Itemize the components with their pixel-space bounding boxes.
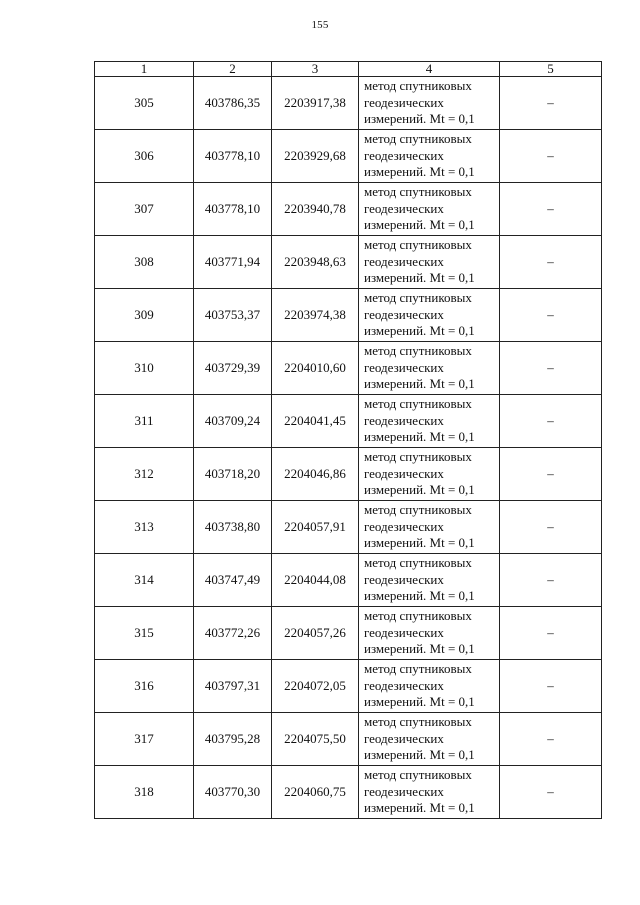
method-cell <box>359 77 500 130</box>
note-cell: – <box>500 501 602 554</box>
coord-x: 403778,10 <box>194 130 272 183</box>
coord-x: 403738,80 <box>194 501 272 554</box>
note-cell: – <box>500 77 602 130</box>
table-row <box>95 130 602 183</box>
method-cell <box>359 660 500 713</box>
coord-y: 2203948,63 <box>272 236 359 289</box>
table-row <box>95 77 602 130</box>
table-header <box>95 62 602 77</box>
method-line-3: измерений. Mt = 0,1 <box>364 217 475 233</box>
method-line-2: геодезических <box>364 518 444 534</box>
method-cell <box>359 554 500 607</box>
method-line-3: измерений. Mt = 0,1 <box>364 800 475 816</box>
coordinates-table <box>94 61 602 819</box>
method-line-1: метод спутниковых <box>364 184 472 200</box>
table-row <box>95 607 602 660</box>
table-row <box>95 395 602 448</box>
point-number: 309 <box>95 289 194 342</box>
coord-x: 403786,35 <box>194 77 272 130</box>
method-line-3: измерений. Mt = 0,1 <box>364 270 475 286</box>
method-cell <box>359 236 500 289</box>
point-number: 307 <box>95 183 194 236</box>
header-col-3: 3 <box>272 62 359 77</box>
method-line-3: измерений. Mt = 0,1 <box>364 694 475 710</box>
method-line-2: геодезических <box>364 465 444 481</box>
method-cell <box>359 501 500 554</box>
method-cell <box>359 130 500 183</box>
point-number: 308 <box>95 236 194 289</box>
point-number: 310 <box>95 342 194 395</box>
note-cell: – <box>500 554 602 607</box>
coord-y: 2204046,86 <box>272 448 359 501</box>
table-row <box>95 501 602 554</box>
method-line-2: геодезических <box>364 306 444 322</box>
coord-y: 2203974,38 <box>272 289 359 342</box>
method-line-3: измерений. Mt = 0,1 <box>364 641 475 657</box>
method-line-1: метод спутниковых <box>364 343 472 359</box>
coord-x: 403770,30 <box>194 766 272 819</box>
note-cell: – <box>500 183 602 236</box>
coord-x: 403718,20 <box>194 448 272 501</box>
coord-y: 2204057,91 <box>272 501 359 554</box>
note-cell: – <box>500 713 602 766</box>
note-cell: – <box>500 766 602 819</box>
table-row <box>95 342 602 395</box>
method-line-1: метод спутниковых <box>364 555 472 571</box>
method-line-1: метод спутниковых <box>364 78 472 94</box>
method-line-1: метод спутниковых <box>364 290 472 306</box>
point-number: 305 <box>95 77 194 130</box>
method-line-2: геодезических <box>364 730 444 746</box>
point-number: 313 <box>95 501 194 554</box>
coord-x: 403772,26 <box>194 607 272 660</box>
method-line-2: геодезических <box>364 783 444 799</box>
method-line-1: метод спутниковых <box>364 449 472 465</box>
coord-y: 2203929,68 <box>272 130 359 183</box>
coord-x: 403709,24 <box>194 395 272 448</box>
method-line-1: метод спутниковых <box>364 767 472 783</box>
coord-x: 403747,49 <box>194 554 272 607</box>
table-row <box>95 448 602 501</box>
header-col-1: 1 <box>95 62 194 77</box>
coord-x: 403729,39 <box>194 342 272 395</box>
method-line-1: метод спутниковых <box>364 237 472 253</box>
method-line-3: измерений. Mt = 0,1 <box>364 111 475 127</box>
method-cell <box>359 607 500 660</box>
method-cell <box>359 448 500 501</box>
note-cell: – <box>500 342 602 395</box>
coord-x: 403797,31 <box>194 660 272 713</box>
method-line-3: измерений. Mt = 0,1 <box>364 747 475 763</box>
method-line-2: геодезических <box>364 359 444 375</box>
method-cell <box>359 766 500 819</box>
method-cell <box>359 395 500 448</box>
method-line-2: геодезических <box>364 412 444 428</box>
header-col-2: 2 <box>194 62 272 77</box>
method-line-1: метод спутниковых <box>364 396 472 412</box>
coord-x: 403795,28 <box>194 713 272 766</box>
coord-x: 403778,10 <box>194 183 272 236</box>
point-number: 314 <box>95 554 194 607</box>
point-number: 312 <box>95 448 194 501</box>
method-line-3: измерений. Mt = 0,1 <box>364 164 475 180</box>
table-row <box>95 236 602 289</box>
table-body <box>95 77 602 819</box>
page-number: 155 <box>311 19 329 31</box>
method-line-3: измерений. Mt = 0,1 <box>364 429 475 445</box>
table-row <box>95 289 602 342</box>
note-cell: – <box>500 289 602 342</box>
coord-x: 403771,94 <box>194 236 272 289</box>
point-number: 311 <box>95 395 194 448</box>
point-number: 316 <box>95 660 194 713</box>
method-line-3: измерений. Mt = 0,1 <box>364 588 475 604</box>
coord-y: 2204075,50 <box>272 713 359 766</box>
method-line-1: метод спутниковых <box>364 714 472 730</box>
header-col-5: 5 <box>500 62 602 77</box>
coord-y: 2204041,45 <box>272 395 359 448</box>
note-cell: – <box>500 607 602 660</box>
point-number: 318 <box>95 766 194 819</box>
note-cell: – <box>500 130 602 183</box>
header-row <box>95 62 602 77</box>
note-cell: – <box>500 448 602 501</box>
table-row <box>95 660 602 713</box>
coord-y: 2204072,05 <box>272 660 359 713</box>
note-cell: – <box>500 660 602 713</box>
method-cell <box>359 183 500 236</box>
method-line-2: геодезических <box>364 677 444 693</box>
method-cell <box>359 342 500 395</box>
method-line-3: измерений. Mt = 0,1 <box>364 323 475 339</box>
coord-x: 403753,37 <box>194 289 272 342</box>
method-cell <box>359 713 500 766</box>
note-cell: – <box>500 236 602 289</box>
table-row <box>95 183 602 236</box>
method-line-2: геодезических <box>364 571 444 587</box>
method-line-3: измерений. Mt = 0,1 <box>364 535 475 551</box>
method-line-2: геодезических <box>364 147 444 163</box>
coord-y: 2203917,38 <box>272 77 359 130</box>
method-cell <box>359 289 500 342</box>
coord-y: 2204044,08 <box>272 554 359 607</box>
note-cell: – <box>500 395 602 448</box>
header-col-4: 4 <box>359 62 500 77</box>
method-line-1: метод спутниковых <box>364 502 472 518</box>
method-line-3: измерений. Mt = 0,1 <box>364 482 475 498</box>
point-number: 306 <box>95 130 194 183</box>
table-row <box>95 554 602 607</box>
coord-y: 2204060,75 <box>272 766 359 819</box>
table-row <box>95 766 602 819</box>
method-line-2: геодезических <box>364 200 444 216</box>
method-line-2: геодезических <box>364 94 444 110</box>
method-line-2: геодезических <box>364 253 444 269</box>
method-line-1: метод спутниковых <box>364 131 472 147</box>
method-line-3: измерений. Mt = 0,1 <box>364 376 475 392</box>
method-line-2: геодезических <box>364 624 444 640</box>
coord-y: 2204057,26 <box>272 607 359 660</box>
method-line-1: метод спутниковых <box>364 661 472 677</box>
coord-y: 2203940,78 <box>272 183 359 236</box>
coord-y: 2204010,60 <box>272 342 359 395</box>
point-number: 315 <box>95 607 194 660</box>
table-row <box>95 713 602 766</box>
method-line-1: метод спутниковых <box>364 608 472 624</box>
point-number: 317 <box>95 713 194 766</box>
